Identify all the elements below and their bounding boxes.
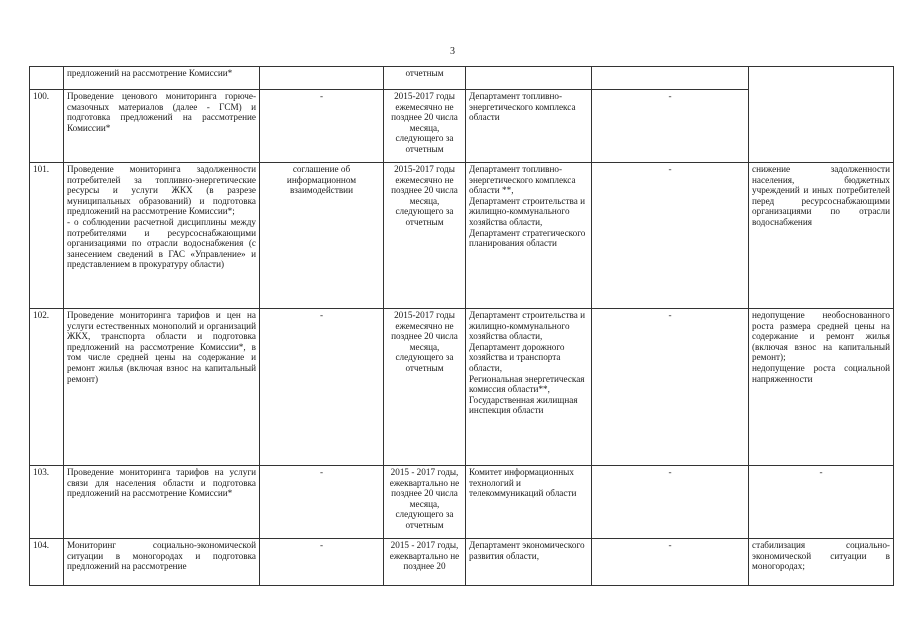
table-row: [30, 309, 894, 466]
table-row: [30, 539, 894, 586]
row-number: 103.: [30, 466, 64, 539]
measures-table: [29, 66, 894, 586]
measure-term: 2015 - 2017 годы, ежеквартально не позднее 20: [384, 539, 466, 586]
page-number: 3: [450, 46, 455, 57]
measure-cost: -: [592, 90, 749, 163]
measure-cost: -: [592, 466, 749, 539]
measure-executor: [466, 67, 592, 90]
measure-name: Проведение мониторинга задолженности потребителей за топливно-энергетические ресурсы и услуги ЖКХ (в разрезе муниципальных образований) и подготовка предложений на рассмотрение Комиссии*; - о соблюдении расчетной дисциплины между потребителями и ресурсоснабжающими организациями по отрасли водоснабжения (с занесением сведений в ГАС «Управление» и представлением в прокуратуру области): [64, 163, 260, 309]
measure-result: -: [749, 466, 894, 539]
measure-term: 2015 - 2017 годы, ежеквартально не позднее 20 числа месяца, следующего за отчетным: [384, 466, 466, 539]
measure-name: Проведение мониторинга тарифов на услуги связи для населения области и подготовка предложений на рассмотрение Комиссии*: [64, 466, 260, 539]
measure-term: 2015-2017 годы ежемесячно не позднее 20 числа месяца, следующего за отчетным: [384, 90, 466, 163]
row-number: 104.: [30, 539, 64, 586]
row-number: [30, 67, 64, 90]
measure-executor: Департамент топливно-энергетического комплекса области: [466, 90, 592, 163]
row-number: 100.: [30, 90, 64, 163]
measure-result: стабилизация социально-экономической ситуации в моногородах;: [749, 539, 894, 586]
measure-basis: -: [260, 466, 384, 539]
table-row: [30, 163, 894, 309]
measure-result: [749, 67, 894, 163]
measure-executor: Департамент экономического развития области,: [466, 539, 592, 586]
measure-cost: -: [592, 163, 749, 309]
row-number: 101.: [30, 163, 64, 309]
measure-basis: [260, 67, 384, 90]
measure-cost: -: [592, 539, 749, 586]
measure-executor: Комитет информационных технологий и телекоммуникаций области: [466, 466, 592, 539]
measure-term: 2015-2017 годы ежемесячно не позднее 20 числа месяца, следующего за отчетным: [384, 163, 466, 309]
measure-result: снижение задолженности населения, бюджетных учреждений и иных потребителей перед ресурсоснабжающими организациями по отрасли водоснабжения: [749, 163, 894, 309]
measure-executor: Департамент строительства и жилищно-коммунального хозяйства области, Департамент дорожного хозяйства и транспорта области, Региональная энергетическая комиссия области**, Государственная жилищная инспекция области: [466, 309, 592, 466]
row-number: 102.: [30, 309, 64, 466]
measure-basis: -: [260, 539, 384, 586]
measure-executor: Департамент топливно-энергетического комплекса области **, Департамент строительства и жилищно-коммунального хозяйства области, Департамент стратегического планирования области: [466, 163, 592, 309]
table-row: [30, 67, 894, 90]
measure-name: Проведение ценового мониторинга горюче-смазочных материалов (далее - ГСМ) и подготовка предложений на рассмотрение Комиссии*: [64, 90, 260, 163]
measure-term: 2015-2017 годы ежемесячно не позднее 20 числа месяца, следующего за отчетным: [384, 309, 466, 466]
measure-basis: -: [260, 309, 384, 466]
measure-name: Мониторинг социально-экономической ситуации в моногородах и подготовка предложений на рассмотрение: [64, 539, 260, 586]
measure-result: недопущение необоснованного роста размера средней цены на содержание и ремонт жилья (включая взнос на капитальный ремонт); недопущение роста социальной напряженности: [749, 309, 894, 466]
measure-basis: соглашение об информационном взаимодействии: [260, 163, 384, 309]
table-row: [30, 466, 894, 539]
measure-term: отчетным: [384, 67, 466, 90]
measure-cost: -: [592, 309, 749, 466]
measure-name: предложений на рассмотрение Комиссии*: [64, 67, 260, 90]
measure-name: Проведение мониторинга тарифов и цен на услуги естественных монополий и организаций ЖКХ, транспорта области и подготовка предложений на рассмотрение Комиссии*, в том числе средней цены на содержание и ремонт жилья (включая взнос на капитальный ремонт): [64, 309, 260, 466]
measure-cost: [592, 67, 749, 90]
measure-basis: -: [260, 90, 384, 163]
